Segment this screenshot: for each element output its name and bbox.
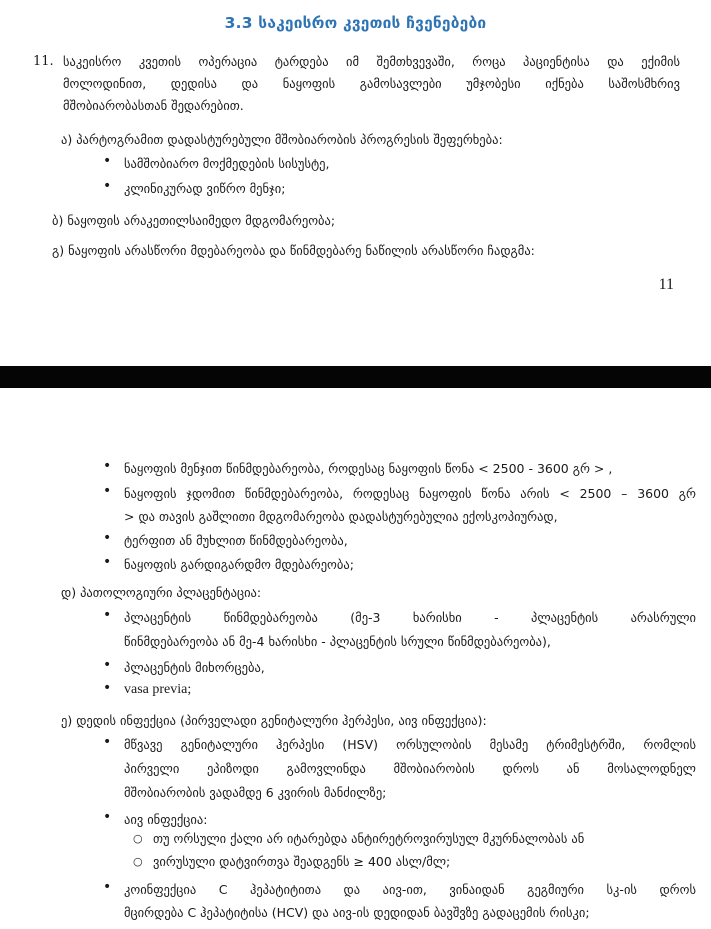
page-bottom xyxy=(0,388,711,929)
list-item: ნაყოფის ჯდომით წინმდებარეობა, როდესაც ნაყოფის წონა არის < 2500 – 3600 გრ xyxy=(124,486,696,501)
page-number: 11 xyxy=(658,276,674,293)
item-g: გ) ნაყოფის არასწორი მდებარეობა და წინმდებარე ნაწილის არასწორი ჩადგმა: xyxy=(52,243,535,258)
bullet-icon: • xyxy=(103,530,112,546)
item-b: ბ) ნაყოფის არაკეთილსაიმედო მდგომარეობა; xyxy=(52,213,336,228)
bullet-icon: • xyxy=(103,607,112,623)
list-item-continued: მშობიარობის ვადამდე 6 კვირის მანძილზე; xyxy=(124,785,387,800)
item-a: ა) პარტოგრამით დადასტურებული მშობიარობის პროგრესის შეფერხება: xyxy=(61,132,503,147)
bullet-icon: • xyxy=(103,657,112,673)
list-item: ნაყოფის მენჯით წინმდებარეობა, როდესაც ნაყოფის წონა < 2500 - 3600 გრ > , xyxy=(124,461,613,476)
bullet-icon: • xyxy=(103,879,112,895)
item-e: ე) დედის ინფექცია (პირველადი გენიტალური ჰერპესი, აივ ინფექცია): xyxy=(61,713,487,728)
paragraph-number: 11. xyxy=(33,54,54,69)
list-item-continued: წინმდებარეობა ან მე-4 ხარისხი - პლაცენტის სრული წინმდებარეობა), xyxy=(124,634,551,649)
paragraph-line: მშობიარობასთან შედარებით. xyxy=(63,98,244,113)
page-divider xyxy=(0,366,711,388)
bullet-icon: • xyxy=(103,809,112,825)
bullet-icon: • xyxy=(103,153,112,169)
list-item: ტერფით ან მუხლით წინმდებარეობა, xyxy=(124,533,348,548)
sub-list-item: თუ ორსული ქალი არ იტარებდა ანტირეტროვირუსულ მკურნალობას ან xyxy=(153,831,585,846)
list-item-continued: პირველი ეპიზოდი გამოვლინდა მშობიარობის დროს ან მოსალოდნელ xyxy=(124,761,696,776)
bullet-icon: • xyxy=(103,178,112,194)
bullet-icon: • xyxy=(103,483,112,499)
paragraph-line: საკეისრო კვეთის ოპერაცია ტარდება იმ შემთხვევაში, როცა პაციენტისა და ექიმის xyxy=(63,54,680,69)
circle-bullet-icon: ○ xyxy=(133,855,143,868)
page-top xyxy=(0,0,711,366)
list-item: პლაცენტის წინმდებარეობა (მე-3 ხარისხი - პლაცენტის არასრული xyxy=(124,610,696,625)
sub-list-item: ვირუსული დატვირთვა შეადგენს ≥ 400 ასლ/მლ; xyxy=(153,854,451,869)
paragraph-line: მოლოდინით, დედისა და ნაყოფის გამოსავლები უმჯობესი იქნება საშოსმხრივ xyxy=(63,76,680,91)
list-item: კლინიკურად ვიწრო მენჯი; xyxy=(124,181,286,196)
bullet-icon: • xyxy=(103,734,112,750)
bullet-icon: • xyxy=(103,458,112,474)
list-item: ნაყოფის გარდიგარდმო მდებარეობა; xyxy=(124,557,354,572)
list-item: სამშობიარო მოქმედების სისუსტე, xyxy=(124,156,330,171)
list-item-continued: მცირდება C ჰეპატიტისა (HCV) და აივ-ის დედიდან ბავშვზე გადაცემის რისკი; xyxy=(124,905,590,920)
list-item: აივ ინფექცია: xyxy=(124,812,208,827)
list-item: პლაცენტის მიხორცება, xyxy=(124,660,265,675)
list-item: vasa previa; xyxy=(124,682,192,697)
bullet-icon: • xyxy=(103,554,112,570)
bullet-icon: • xyxy=(103,680,112,696)
list-item: კოინფექცია C ჰეპატიტითა და აივ-ით, ვინაიდან გეგმიური სკ-ის დროს xyxy=(124,882,696,897)
list-item: მწვავე გენიტალური ჰერპესი (HSV) ორსულობის მესამე ტრიმესტრში, რომლის xyxy=(124,737,696,752)
section-heading: 3.3 საკეისრო კვეთის ჩვენებები xyxy=(224,14,487,32)
list-item-continued: > და თავის გაშლითი მდგომარეობა დადასტურებულია ექოსკოპიურად, xyxy=(124,509,558,524)
item-d: დ) პათოლოგიური პლაცენტაცია: xyxy=(61,585,262,600)
circle-bullet-icon: ○ xyxy=(133,832,143,845)
